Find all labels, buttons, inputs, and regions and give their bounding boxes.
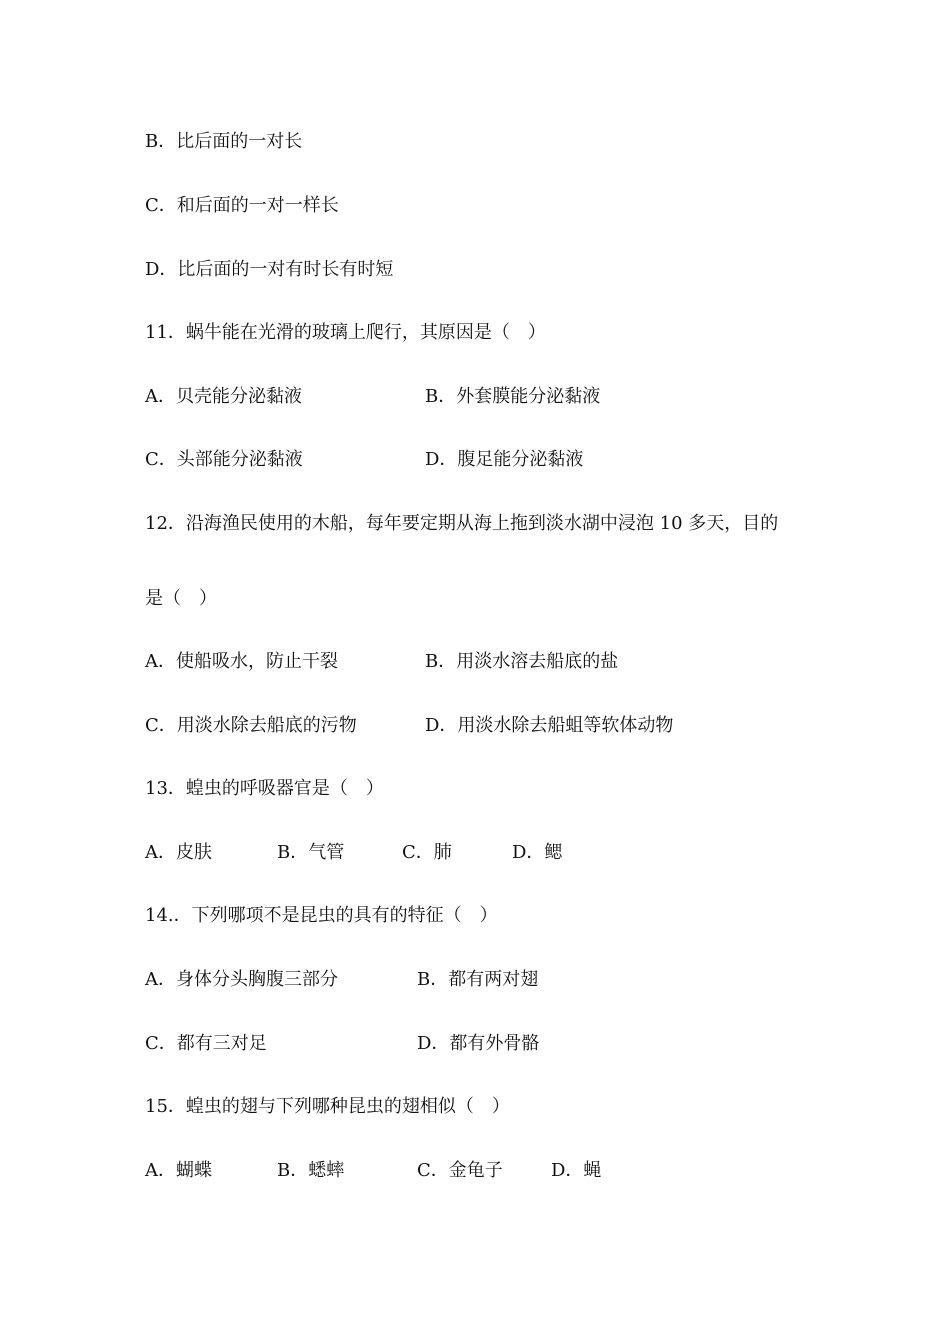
q11-option-c: C．头部能分泌黏液 [145,449,303,470]
q13-option-b: B．气管 [277,842,345,863]
q14-option-b: B．都有两对翅 [417,969,539,990]
q14-option-c: C．都有三对足 [145,1033,267,1054]
q10-option-b: B．比后面的一对长 [145,131,303,152]
q12-option-d: D．用淡水除去船蛆等软体动物 [425,715,674,736]
q12-option-b: B．用淡水溶去船底的盐 [425,651,619,672]
q15-option-c: C．金龟子 [417,1160,503,1181]
q13-option-a: A．皮肤 [145,842,212,863]
q13-option-c: C．肺 [402,842,452,863]
q14-option-a: A．身体分头胸腹三部分 [145,969,338,990]
q13-stem: 13．蝗虫的呼吸器官是（ ） [145,778,384,799]
q12-option-c: C．用淡水除去船底的污物 [145,715,357,736]
q10-option-d: D．比后面的一对有时长有时短 [145,259,394,280]
q10-option-c: C．和后面的一对一样长 [145,195,339,216]
q11-option-d: D．腹足能分泌黏液 [425,449,584,470]
q15-stem: 15．蝗虫的翅与下列哪种昆虫的翅相似（ ） [145,1096,510,1117]
q12-option-a: A．使船吸水，防止干裂 [145,651,338,672]
q12-stem-line2: 是（ ） [145,588,217,609]
q11-stem: 11．蜗牛能在光滑的玻璃上爬行，其原因是（ ） [145,322,546,343]
q15-option-b: B．蟋蟀 [277,1160,345,1181]
q14-stem: 14.．下列哪项不是昆虫的具有的特征（ ） [145,905,498,926]
q13-option-d: D．鳃 [512,842,563,863]
q12-stem-line1: 12．沿海渔民使用的木船，每年要定期从海上拖到淡水湖中浸泡 10 多天，目的 [145,513,779,534]
q11-option-b: B．外套膜能分泌黏液 [425,386,601,407]
q15-option-a: A．蝴蝶 [145,1160,212,1181]
q11-option-a: A．贝壳能分泌黏液 [145,386,302,407]
q14-option-d: D．都有外骨骼 [417,1033,540,1054]
q15-option-d: D．蝇 [551,1160,602,1181]
